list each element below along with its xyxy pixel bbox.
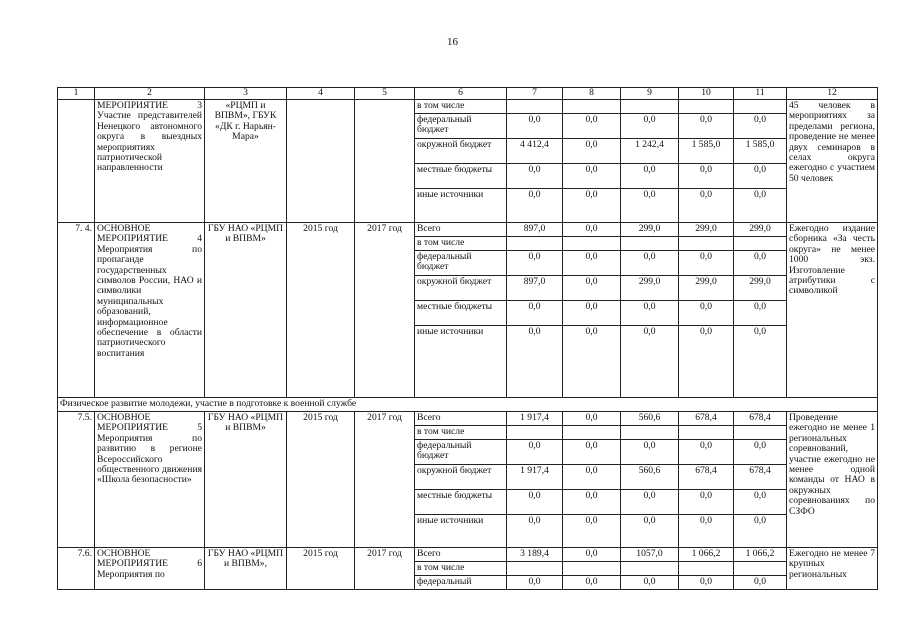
amount-2016: 0,0	[679, 301, 734, 326]
amount-total: 0,0	[507, 251, 563, 276]
amount-2015: 0,0	[621, 490, 679, 515]
expected-result: Проведение ежегодно не менее 1 региональных соревнований, участие ежегодно не менее одной команды от НАО в окружных соревнованиях по СЗФО	[787, 412, 878, 548]
funding-source: Всего	[415, 412, 507, 426]
amount-2015: 1 242,4	[621, 139, 679, 164]
table-row	[58, 100, 878, 114]
amount-2017	[734, 562, 787, 576]
amount-2016: 0,0	[679, 326, 734, 398]
funding-source: иные источники	[415, 326, 507, 398]
amount-2017: 0,0	[734, 114, 787, 139]
col-header: 6	[415, 88, 507, 100]
funding-source: в том числе	[415, 426, 507, 440]
amount-total	[507, 562, 563, 576]
amount-total: 0,0	[507, 576, 563, 590]
amount-2014: 0,0	[563, 412, 621, 426]
amount-2017: 1 585,0	[734, 139, 787, 164]
amount-2017: 678,4	[734, 465, 787, 490]
amount-2014: 0,0	[563, 301, 621, 326]
amount-2016: 0,0	[679, 114, 734, 139]
amount-2017: 1 066,2	[734, 548, 787, 562]
col-header: 3	[205, 88, 287, 100]
amount-2014: 0,0	[563, 465, 621, 490]
amount-2015: 0,0	[621, 326, 679, 398]
page-number: 16	[447, 36, 458, 48]
activity-name: МЕРОПРИЯТИЕ 3 Участие представителей Ненецкого автономного округа в выездных мероприятиях патриотической направленности	[95, 100, 205, 223]
amount-2015: 299,0	[621, 223, 679, 237]
amount-2015	[621, 562, 679, 576]
amount-2014: 0,0	[563, 576, 621, 590]
amount-total: 0,0	[507, 114, 563, 139]
amount-2016: 0,0	[679, 515, 734, 548]
amount-2017: 0,0	[734, 576, 787, 590]
amount-2016: 0,0	[679, 189, 734, 223]
funding-source: федеральный бюджет	[415, 440, 507, 465]
table-header-row	[58, 88, 878, 100]
col-header: 4	[287, 88, 355, 100]
funding-source: в том числе	[415, 237, 507, 251]
amount-total: 4 412,4	[507, 139, 563, 164]
funding-source: окружной бюджет	[415, 465, 507, 490]
amount-2014	[563, 562, 621, 576]
start-year	[287, 100, 355, 223]
executor: ГБУ НАО «РЦМП и ВПВМ»	[205, 412, 287, 548]
start-year: 2015 год	[287, 223, 355, 398]
amount-2014: 0,0	[563, 164, 621, 189]
funding-source: федеральный бюджет	[415, 251, 507, 276]
table-row	[58, 223, 878, 237]
funding-source: Всего	[415, 548, 507, 562]
amount-total: 0,0	[507, 164, 563, 189]
end-year: 2017 год	[355, 223, 415, 398]
amount-total: 0,0	[507, 515, 563, 548]
amount-2016	[679, 100, 734, 114]
funding-source: федеральный бюджет	[415, 114, 507, 139]
funding-source: Всего	[415, 223, 507, 237]
item-number: 7.6.	[58, 548, 95, 590]
expected-result: Ежегодно издание сборника «За честь округа» не менее 1000 экз. Изготовление атрибутики с символикой	[787, 223, 878, 398]
amount-total: 0,0	[507, 440, 563, 465]
col-header: 10	[679, 88, 734, 100]
item-number: 7. 4.	[58, 223, 95, 398]
funding-source: местные бюджеты	[415, 301, 507, 326]
expected-result: 45 человек в мероприятиях за пределами региона, проведение не менее двух семинаров в селах округа ежегодно с участием 50 человек	[787, 100, 878, 223]
amount-2016: 678,4	[679, 465, 734, 490]
expected-result: Ежегодно не менее 7 крупных региональных	[787, 548, 878, 590]
amount-2017	[734, 426, 787, 440]
funding-source: иные источники	[415, 189, 507, 223]
amount-2017: 0,0	[734, 440, 787, 465]
section-title: Физическое развитие молодежи, участие в подготовке к военной службе	[58, 398, 878, 412]
amount-2017	[734, 237, 787, 251]
start-year: 2015 год	[287, 412, 355, 548]
activity-name: ОСНОВНОЕ МЕРОПРИЯТИЕ 6 Мероприятия по	[95, 548, 205, 590]
section-row	[58, 398, 878, 412]
amount-2014: 0,0	[563, 440, 621, 465]
col-header: 11	[734, 88, 787, 100]
col-header: 7	[507, 88, 563, 100]
amount-2017: 0,0	[734, 301, 787, 326]
amount-2016	[679, 426, 734, 440]
item-number	[58, 100, 95, 223]
amount-2014: 0,0	[563, 114, 621, 139]
amount-2014	[563, 100, 621, 114]
activity-name: ОСНОВНОЕ МЕРОПРИЯТИЕ 4 Мероприятия по пропаганде государственных символов России, НАО и символики муниципальных образований, информационное обеспечение в области патриотического воспитания	[95, 223, 205, 398]
funding-source: в том числе	[415, 100, 507, 114]
amount-2016: 0,0	[679, 490, 734, 515]
amount-total: 0,0	[507, 326, 563, 398]
amount-total: 0,0	[507, 301, 563, 326]
amount-2015: 0,0	[621, 114, 679, 139]
end-year: 2017 год	[355, 412, 415, 548]
amount-2014: 0,0	[563, 548, 621, 562]
amount-2015: 560,6	[621, 412, 679, 426]
funding-source: местные бюджеты	[415, 164, 507, 189]
amount-total: 1 917,4	[507, 465, 563, 490]
amount-2014: 0,0	[563, 223, 621, 237]
funding-source: местные бюджеты	[415, 490, 507, 515]
amount-total: 897,0	[507, 223, 563, 237]
amount-2014: 0,0	[563, 276, 621, 301]
amount-2014: 0,0	[563, 490, 621, 515]
col-header: 5	[355, 88, 415, 100]
amount-2014	[563, 426, 621, 440]
amount-total	[507, 426, 563, 440]
amount-2016: 0,0	[679, 440, 734, 465]
executor: ГБУ НАО «РЦМП и ВПВМ»,	[205, 548, 287, 590]
amount-2016: 0,0	[679, 251, 734, 276]
amount-2017: 299,0	[734, 223, 787, 237]
funding-source: окружной бюджет	[415, 139, 507, 164]
amount-2017: 0,0	[734, 189, 787, 223]
amount-2015: 0,0	[621, 440, 679, 465]
amount-2015: 0,0	[621, 164, 679, 189]
amount-2017: 0,0	[734, 251, 787, 276]
amount-total	[507, 237, 563, 251]
amount-2017: 0,0	[734, 164, 787, 189]
amount-2015: 560,6	[621, 465, 679, 490]
amount-total: 0,0	[507, 189, 563, 223]
funding-source: в том числе	[415, 562, 507, 576]
amount-total: 1 917,4	[507, 412, 563, 426]
amount-2014	[563, 237, 621, 251]
amount-2014: 0,0	[563, 189, 621, 223]
amount-2015	[621, 237, 679, 251]
amount-total: 897,0	[507, 276, 563, 301]
amount-2017: 0,0	[734, 490, 787, 515]
amount-2014: 0,0	[563, 251, 621, 276]
amount-total: 3 189,4	[507, 548, 563, 562]
funding-source: федеральный	[415, 576, 507, 590]
amount-total: 0,0	[507, 490, 563, 515]
col-header: 9	[621, 88, 679, 100]
amount-2016: 678,4	[679, 412, 734, 426]
col-header: 1	[58, 88, 95, 100]
item-number: 7.5.	[58, 412, 95, 548]
program-table	[57, 87, 878, 590]
amount-2016: 0,0	[679, 164, 734, 189]
amount-2015: 0,0	[621, 189, 679, 223]
amount-2015: 0,0	[621, 301, 679, 326]
amount-2015	[621, 426, 679, 440]
amount-2016: 1 585,0	[679, 139, 734, 164]
table-row	[58, 548, 878, 562]
amount-2014: 0,0	[563, 139, 621, 164]
col-header: 8	[563, 88, 621, 100]
amount-2014: 0,0	[563, 515, 621, 548]
amount-2017: 299,0	[734, 276, 787, 301]
executor: «РЦМП и ВПВМ», ГБУК «ДК г. Нарьян-Мара»	[205, 100, 287, 223]
amount-2017: 678,4	[734, 412, 787, 426]
amount-2016: 0,0	[679, 576, 734, 590]
end-year: 2017 год	[355, 548, 415, 590]
amount-total	[507, 100, 563, 114]
amount-2015: 299,0	[621, 276, 679, 301]
amount-2016: 1 066,2	[679, 548, 734, 562]
funding-source: окружной бюджет	[415, 276, 507, 301]
amount-2014: 0,0	[563, 326, 621, 398]
amount-2015: 1057,0	[621, 548, 679, 562]
col-header: 12	[787, 88, 878, 100]
activity-name: ОСНОВНОЕ МЕРОПРИЯТИЕ 5 Мероприятия по развитию в регионе Всероссийского общественного движения «Школа безопасности»	[95, 412, 205, 548]
amount-2015: 0,0	[621, 515, 679, 548]
table-row	[58, 412, 878, 426]
amount-2015: 0,0	[621, 251, 679, 276]
funding-source: иные источники	[415, 515, 507, 548]
amount-2017: 0,0	[734, 515, 787, 548]
amount-2015: 0,0	[621, 576, 679, 590]
amount-2016	[679, 562, 734, 576]
amount-2016	[679, 237, 734, 251]
end-year	[355, 100, 415, 223]
amount-2015	[621, 100, 679, 114]
amount-2016: 299,0	[679, 223, 734, 237]
start-year: 2015 год	[287, 548, 355, 590]
amount-2016: 299,0	[679, 276, 734, 301]
col-header: 2	[95, 88, 205, 100]
amount-2017: 0,0	[734, 326, 787, 398]
executor: ГБУ НАО «РЦМП и ВПВМ»	[205, 223, 287, 398]
amount-2017	[734, 100, 787, 114]
